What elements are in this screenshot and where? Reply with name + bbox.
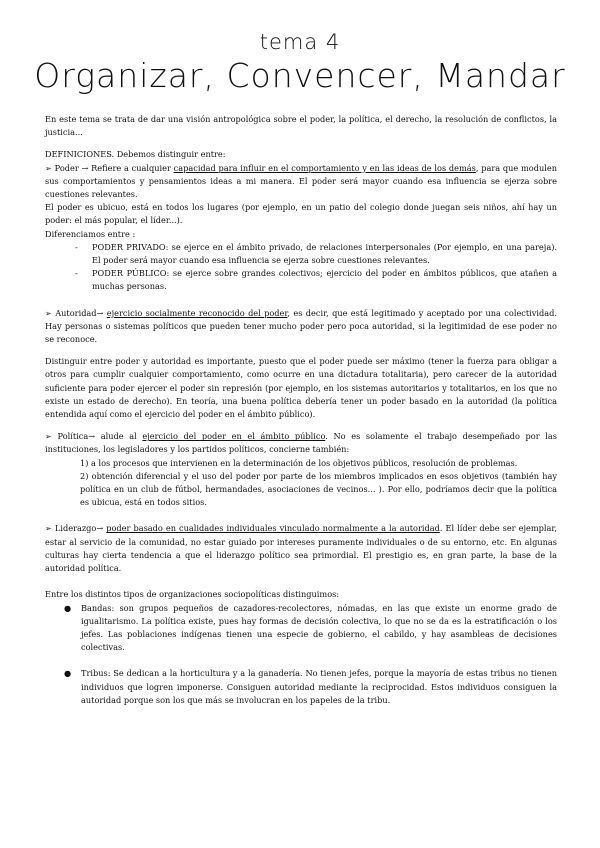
bullet-icon: ● — [64, 602, 72, 613]
politica-point-2: 2) obtención diferencial y el uso del poder por parte de los miembros implicados en esos objetivos (también hay política en un club de fútbol, hermandades, asociaciones de vecinos... ). Por ello, podríamos decir que la política es ubicua, está en todos sitios. — [80, 470, 557, 508]
organizaciones-heading: Entre los distintos tipos de organizaciones sociopolíticas distinguimos: — [45, 589, 340, 600]
definitions-heading: DEFINICIONES. Debemos distinguir entre: — [45, 149, 226, 160]
politica-underlined: ejercicio del poder en el ámbito público — [142, 431, 326, 442]
politica-term: Política→ — [57, 431, 96, 442]
poder-autoridad-paragraph: Distinguir entre poder y autoridad es importante, puesto que el poder puede ser máximo (tener la fuerza para obligar a otros para cumplir cualquier comportamiento, como ocurre en una dictadura totalitaria), pero carecer de la autoridad suficiente para poder ejercer el poder sin represión (por ejemplo, en los sistemas autoritarios y totalitarios, en los que no existe un estado de derecho). En teoría, una buena política debería tener un poder basado en la autoridad (la política entendida aquí como el ejercicio del poder en el ámbito público). — [45, 356, 557, 420]
poder-term: Poder → — [54, 162, 89, 173]
politica-point-1: 1) a los procesos que intervienen en la determinación de los objetivos públicos, resolución de problemas. — [80, 457, 518, 468]
arrow-icon: ➢ — [45, 307, 52, 318]
politica-definition: ➢ Política→ alude al ejercicio del poder en el ámbito público. No es solamente el trabajo desempeñado por las instituciones, los legisladores y los partidos políticos, concierne también: — [45, 431, 557, 455]
topic-label: tema 4 — [259, 30, 341, 54]
arrow-icon: ➢ — [45, 431, 52, 442]
poder-underlined: capacidad para influir en el comportamiento y en las ideas de los demás — [173, 162, 476, 173]
list-item — [45, 602, 557, 655]
bandas-text: Bandas: son grupos pequeños de cazadores-recolectores, nómadas, en las que existe un enorme grado de igualitarismo. La política existe, pues hay formas de decisión colectiva, lo que no se da es la estratificación o los jefes. Las poblaciones indígenas tienen una especie de gobierno, el cabildo, y hay asambleas de decisiones colectivas. — [81, 602, 557, 653]
autoridad-term: Autoridad→ — [55, 307, 107, 318]
poder-ubicuo: El poder es ubicuo, está en todos los lugares (por ejemplo, en un patio del colegio donde juegan seis niños, ahí hay un poder: el más popular, el líder...). — [45, 202, 557, 226]
arrow-icon: ➢ — [45, 162, 52, 173]
page-title: Organizar, Convencer, Mandar — [34, 56, 566, 95]
document-body — [45, 113, 557, 707]
list-item: - PODER PRIVADO: se ejerce en el ámbito privado, de relaciones interpersonales (Por ejemplo, en una pareja). El poder será mayor cuando esa influencia se ejerza sobre cuestiones relevantes. — [45, 241, 557, 267]
liderazgo-term: Liderazgo→ — [54, 523, 107, 534]
autoridad-definition: ➢ Autoridad→ ejercicio socialmente reconocido del poder, es decir, que está legitimado y aceptado por una colectividad. Hay personas o sistemas políticos que pueden tener mucho poder pero poca autoridad, si la legitimidad de ese poder no se reconoce. — [45, 307, 557, 345]
bullet-icon: ● — [64, 668, 72, 679]
liderazgo-definition: ➢ Liderazgo→ poder basado en cualidades individuales vinculado normalmente a la autoridad. El líder debe ser ejemplar, estar al servicio de la comunidad, no estar guiado por intereses puramente individuales o de su entorno, etc. En algunas culturas hay cierta tendencia a que el liderazgo político sea primordial. El prestigio es, en gran parte, la base de la autoridad política. — [45, 523, 557, 574]
list-item — [45, 667, 557, 707]
poder-types-list — [45, 241, 557, 294]
arrow-icon: ➢ — [45, 523, 52, 534]
autoridad-underlined: ejercicio socialmente reconocido del poder — [106, 307, 288, 318]
tribus-text: Tribus: Se dedican a la horticultura y a la ganadería. No tienen jefes, porque la mayoría de estas tribus no tienen individuos que logren imponerse. Consiguen autoridad mediante la reciprocidad. Estos individuos consiguen la autoridad porque son los que más se involucran en los papeles de la tribu. — [81, 668, 557, 705]
diferenciamos-heading: Diferenciamos entre : — [45, 228, 136, 239]
list-item: - PODER PÚBLICO: se ejerce sobre grandes colectivos; ejercicio del poder en ámbitos públicos, que atañen a muchas personas. — [45, 267, 557, 293]
liderazgo-underlined: poder basado en cualidades individuales vinculado normalmente a la autoridad — [106, 523, 440, 534]
organizaciones-list — [45, 602, 557, 707]
intro-paragraph: En este tema se trata de dar una visión antropológica sobre el poder, la política, el derecho, la resolución de conflictos, la justicia... — [45, 114, 557, 138]
poder-definition: ➢ Poder → Refiere a cualquier capacidad para influir en el comportamiento y en las ideas de los demás, para que modulen sus comportamientos y pensamientos ideas a mi manera. El poder será mayor cuando esa influencia se ejerza sobre cuestiones relevantes. — [45, 162, 557, 200]
